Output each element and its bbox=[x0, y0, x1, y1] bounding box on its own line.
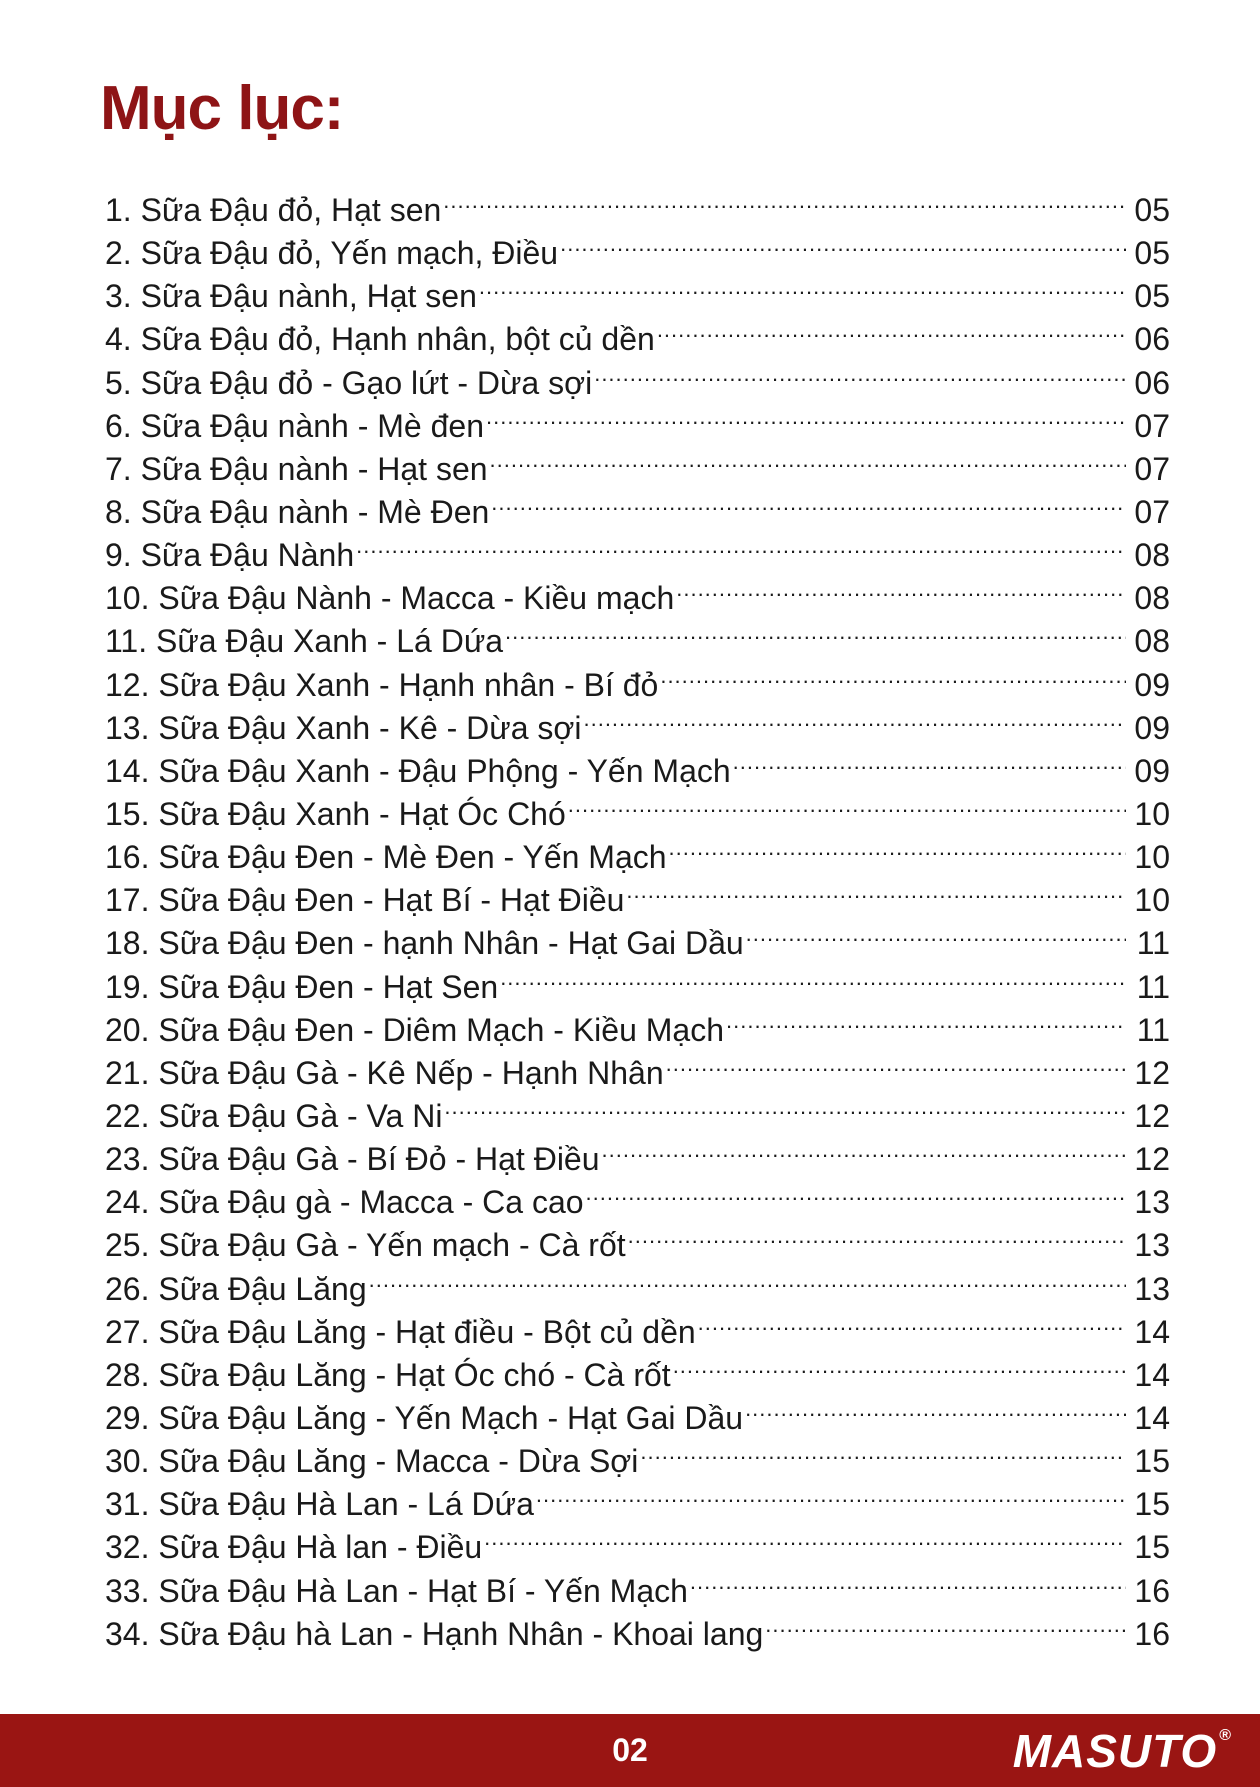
toc-dot-leader bbox=[479, 264, 1126, 307]
toc-dot-leader bbox=[745, 1386, 1126, 1429]
toc-dot-leader bbox=[486, 394, 1126, 437]
toc-entry-label: 24. Sữa Đậu gà - Macca - Ca cao bbox=[105, 1184, 584, 1221]
toc-entry-page: 15 bbox=[1134, 1443, 1170, 1480]
toc-entry-label: 25. Sữa Đậu Gà - Yến mạch - Cà rốt bbox=[105, 1227, 626, 1264]
page-title: Mục lục: bbox=[100, 74, 344, 143]
toc-dot-leader bbox=[676, 566, 1126, 609]
toc-dot-leader bbox=[505, 609, 1126, 652]
toc-entry-label: 34. Sữa Đậu hà Lan - Hạnh Nhân - Khoai lang bbox=[105, 1615, 764, 1652]
toc-dot-leader bbox=[484, 1515, 1126, 1558]
toc-entry-page: 14 bbox=[1134, 1399, 1170, 1436]
toc-dot-leader bbox=[500, 955, 1126, 998]
registered-mark: ® bbox=[1219, 1727, 1232, 1744]
toc-dot-leader bbox=[586, 1170, 1126, 1213]
toc-entry-page: 16 bbox=[1134, 1615, 1170, 1652]
toc-entry-page: 08 bbox=[1134, 580, 1170, 617]
toc-entry-label: 27. Sữa Đậu Lăng - Hạt điều - Bột củ dền bbox=[105, 1313, 696, 1350]
toc-dot-leader bbox=[698, 1300, 1126, 1343]
toc-entry-page: 09 bbox=[1134, 709, 1170, 746]
page-number: 02 bbox=[612, 1732, 648, 1768]
toc-entry-page: 16 bbox=[1134, 1572, 1170, 1609]
toc-entry-label: 13. Sữa Đậu Xanh - Kê - Dừa sợi bbox=[105, 709, 582, 746]
toc-entry-label: 29. Sữa Đậu Lăng - Yến Mạch - Hạt Gai Dầu bbox=[105, 1399, 744, 1436]
toc-entry-page: 12 bbox=[1134, 1141, 1170, 1178]
toc-entry-label: 31. Sữa Đậu Hà Lan - Lá Dứa bbox=[105, 1486, 534, 1523]
toc-entry-page: 10 bbox=[1134, 882, 1170, 919]
toc-dot-leader bbox=[746, 911, 1126, 954]
toc-dot-leader bbox=[626, 868, 1126, 911]
toc-entry-label: 20. Sữa Đậu Đen - Diêm Mạch - Kiều Mạch bbox=[105, 1011, 724, 1048]
toc-entry-page: 05 bbox=[1134, 192, 1170, 228]
toc-dot-leader bbox=[765, 1602, 1126, 1645]
toc-entry-label: 23. Sữa Đậu Gà - Bí Đỏ - Hạt Điều bbox=[105, 1141, 600, 1178]
toc-dot-leader bbox=[690, 1559, 1126, 1602]
toc-entry-label: 16. Sữa Đậu Đen - Mè Đen - Yến Mạch bbox=[105, 839, 667, 876]
toc-entry-page: 07 bbox=[1134, 407, 1170, 444]
toc-dot-leader bbox=[536, 1472, 1126, 1515]
toc-entry-label: 21. Sữa Đậu Gà - Kê Nếp - Hạnh Nhân bbox=[105, 1054, 664, 1091]
toc-dot-leader bbox=[560, 221, 1126, 264]
toc-entry-page: 05 bbox=[1134, 278, 1170, 315]
toc-entry-page: 12 bbox=[1134, 1097, 1170, 1134]
toc-entry-page: 15 bbox=[1134, 1486, 1170, 1523]
toc-entry-label: 3. Sữa Đậu nành, Hạt sen bbox=[105, 278, 477, 315]
toc-entry-page: 13 bbox=[1134, 1270, 1170, 1307]
toc-entry-page: 13 bbox=[1134, 1227, 1170, 1264]
toc-dot-leader bbox=[594, 351, 1126, 394]
toc-dot-leader bbox=[356, 523, 1126, 566]
toc-dot-leader bbox=[490, 437, 1126, 480]
toc-dot-leader bbox=[583, 696, 1126, 739]
toc-entry-label: 4. Sữa Đậu đỏ, Hạnh nhân, bột củ dền bbox=[105, 321, 655, 358]
toc-entry-page: 12 bbox=[1134, 1054, 1170, 1091]
toc-entry-page: 11 bbox=[1136, 1011, 1170, 1048]
toc-entry-label: 11. Sữa Đậu Xanh - Lá Dứa bbox=[105, 623, 504, 660]
toc-entry-label: 15. Sữa Đậu Xanh - Hạt Óc Chó bbox=[105, 795, 566, 832]
toc-entry-page: 10 bbox=[1134, 795, 1170, 832]
toc-dot-leader bbox=[443, 178, 1126, 221]
toc-entry bbox=[105, 178, 1170, 228]
toc-entry-page: 13 bbox=[1134, 1184, 1170, 1221]
toc-entry-page: 07 bbox=[1134, 493, 1170, 530]
toc-entry-label: 8. Sữa Đậu nành - Mè Đen bbox=[105, 493, 490, 530]
toc-entry-label: 18. Sữa Đậu Đen - hạnh Nhân - Hạt Gai Dầu bbox=[105, 925, 744, 962]
table-of-contents bbox=[105, 178, 1170, 1652]
toc-entry-page: 09 bbox=[1134, 666, 1170, 703]
toc-entry-label: 12. Sữa Đậu Xanh - Hạnh nhân - Bí đỏ bbox=[105, 666, 659, 703]
toc-dot-leader bbox=[657, 307, 1126, 350]
toc-entry-label: 2. Sữa Đậu đỏ, Yến mạch, Điều bbox=[105, 235, 559, 272]
toc-entry-label: 5. Sữa Đậu đỏ - Gạo lứt - Dừa sợi bbox=[105, 364, 593, 401]
toc-dot-leader bbox=[673, 1343, 1126, 1386]
toc-dot-leader bbox=[602, 1127, 1126, 1170]
toc-entry-label: 10. Sữa Đậu Nành - Macca - Kiều mạch bbox=[105, 580, 675, 617]
footer-bar bbox=[0, 1714, 1260, 1787]
toc-entry-page: 08 bbox=[1134, 623, 1170, 660]
toc-entry-label: 7. Sữa Đậu nành - Hạt sen bbox=[105, 450, 488, 487]
toc-entry-page: 05 bbox=[1134, 235, 1170, 272]
toc-entry-label: 19. Sữa Đậu Đen - Hạt Sen bbox=[105, 968, 499, 1005]
toc-entry-page: 10 bbox=[1134, 839, 1170, 876]
toc-entry-label: 33. Sữa Đậu Hà Lan - Hạt Bí - Yến Mạch bbox=[105, 1572, 688, 1609]
toc-entry-page: 07 bbox=[1134, 450, 1170, 487]
toc-entry-page: 06 bbox=[1134, 364, 1170, 401]
toc-entry-label: 9. Sữa Đậu Nành bbox=[105, 537, 355, 574]
toc-entry-label: 14. Sữa Đậu Xanh - Đậu Phộng - Yến Mạch bbox=[105, 752, 731, 789]
toc-dot-leader bbox=[660, 653, 1126, 696]
toc-dot-leader bbox=[369, 1257, 1126, 1300]
masuto-logo bbox=[1012, 1725, 1232, 1777]
toc-entry-page: 09 bbox=[1134, 752, 1170, 789]
toc-dot-leader bbox=[628, 1213, 1126, 1256]
toc-entry-page: 08 bbox=[1134, 537, 1170, 574]
toc-dot-leader bbox=[666, 1041, 1126, 1084]
toc-dot-leader bbox=[444, 1084, 1126, 1127]
toc-entry-label: 32. Sữa Đậu Hà lan - Điều bbox=[105, 1529, 483, 1566]
toc-dot-leader bbox=[491, 480, 1126, 523]
toc-dot-leader bbox=[669, 825, 1126, 868]
toc-entry-label: 30. Sữa Đậu Lăng - Macca - Dừa Sợi bbox=[105, 1443, 639, 1480]
toc-entry-page: 11 bbox=[1136, 968, 1170, 1005]
toc-dot-leader bbox=[733, 739, 1126, 782]
brand-name: MASUTO bbox=[1012, 1725, 1218, 1777]
toc-entry-page: 14 bbox=[1134, 1313, 1170, 1350]
toc-dot-leader bbox=[640, 1429, 1126, 1472]
toc-dot-leader bbox=[726, 998, 1126, 1041]
toc-entry-label: 22. Sữa Đậu Gà - Va Ni bbox=[105, 1097, 443, 1134]
toc-entry-label: 1. Sữa Đậu đỏ, Hạt sen bbox=[105, 192, 442, 228]
toc-dot-leader bbox=[568, 782, 1126, 825]
toc-entry-page: 14 bbox=[1134, 1356, 1170, 1393]
toc-entry-page: 15 bbox=[1134, 1529, 1170, 1566]
toc-entry-page: 11 bbox=[1136, 925, 1170, 962]
toc-entry-page: 06 bbox=[1134, 321, 1170, 358]
toc-entry-label: 26. Sữa Đậu Lăng bbox=[105, 1270, 367, 1307]
toc-entry-label: 6. Sữa Đậu nành - Mè đen bbox=[105, 407, 484, 444]
toc-entry-label: 17. Sữa Đậu Đen - Hạt Bí - Hạt Điều bbox=[105, 882, 625, 919]
toc-entry-label: 28. Sữa Đậu Lăng - Hạt Óc chó - Cà rốt bbox=[105, 1356, 671, 1393]
